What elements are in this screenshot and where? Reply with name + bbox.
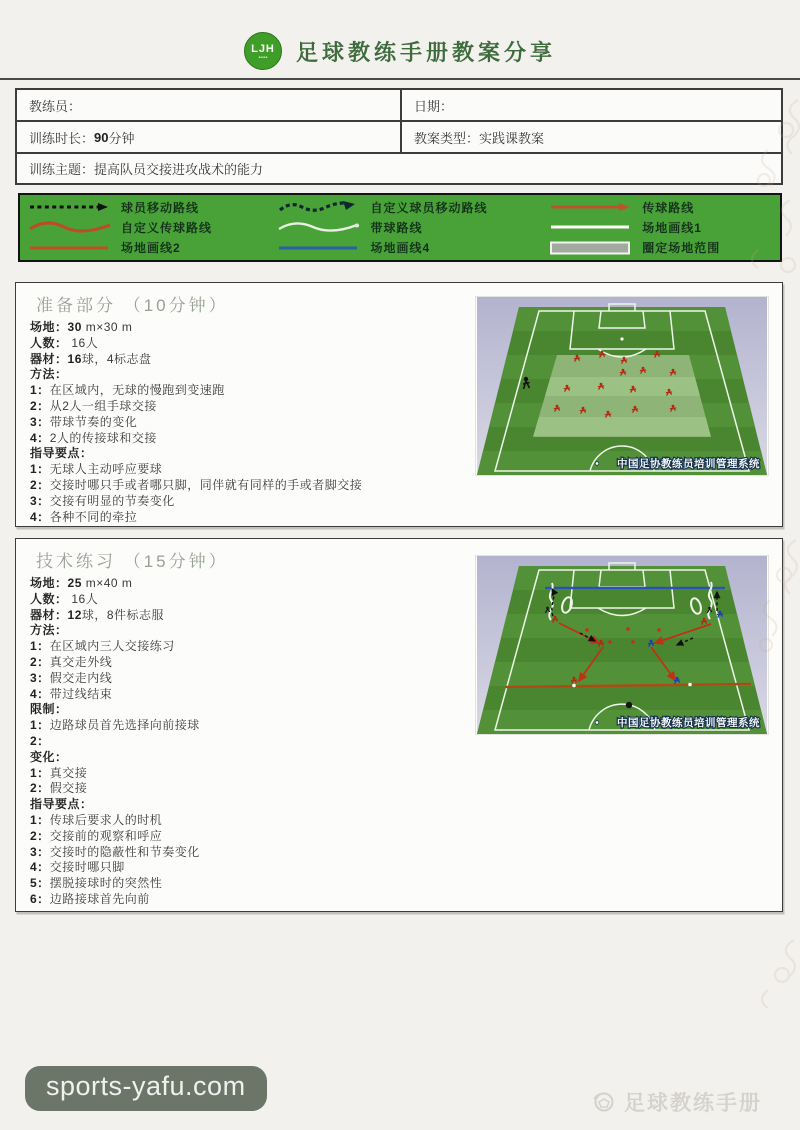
ball-dot [620, 337, 623, 340]
text-line: 2：交接时哪只手或者哪只脚，同伴就有同样的手或者脚交接 [30, 477, 363, 492]
text-line: 人数： 16人 [30, 591, 99, 606]
legend-label: 场地画线2 [121, 241, 181, 256]
text-line: 2：从2人一组手球交接 [30, 398, 157, 413]
text-line: 方法： [30, 623, 68, 638]
lesson-type-cell: 教案类型： 实践课教案 [401, 121, 782, 153]
straight-line-blue-icon [277, 241, 361, 255]
text-line: 限制： [30, 702, 68, 717]
text-line: 变化： [30, 749, 68, 764]
legend-label: 带球路线 [370, 220, 423, 235]
theme-cell: 训练主题： 提高队员交接进攻战术的能力 [16, 153, 782, 184]
text-line: 4：2人的传接球和交接 [30, 430, 157, 445]
drill-diagram-preparation [476, 297, 768, 475]
text-line: 1：无球人主动呼应要球 [30, 462, 163, 477]
site-badge: sports-yafu.com [25, 1066, 267, 1111]
text-line: 3：带球节奏的变化 [30, 414, 138, 429]
date-cell: 日期： [401, 89, 782, 121]
brand-watermark [590, 1087, 762, 1117]
caption-bullet [595, 462, 599, 466]
legend-label: 自定义传球路线 [121, 220, 213, 235]
legend-label: 传球路线 [642, 200, 695, 215]
straight-line-white-icon [549, 220, 633, 234]
text-line: 3：交接时的隐蔽性和节奏变化 [30, 844, 200, 859]
section-preparation [15, 282, 783, 527]
duration-cell: 训练时长： 90 分钟 [16, 121, 401, 153]
legend-item-custom-player-movement [277, 197, 549, 217]
legend-item-custom-pass-route [28, 217, 277, 237]
wavy-line-red-icon [28, 220, 112, 234]
section-title: 准备部分 （10分钟） [36, 296, 229, 315]
ball [626, 702, 632, 708]
dashed-arrow-black-icon [28, 200, 112, 214]
area-rect-gray-icon [549, 241, 633, 255]
text-line: 1：在区域内，无球的慢跑到变速跑 [30, 383, 225, 398]
legend-item-field-line-4 [277, 238, 549, 258]
text-line: 2： [30, 733, 50, 748]
text-line: 1：真交接 [30, 765, 88, 780]
text-line: 指导要点： [30, 797, 93, 812]
legend-item-dribble-route [277, 217, 549, 237]
legend-item-player-movement [28, 197, 277, 217]
legend-label: 球员移动路线 [121, 200, 200, 215]
header-divider [0, 78, 800, 80]
page-header [0, 26, 800, 76]
ljh-logo-icon: LJH ●●●●● [244, 32, 282, 70]
text-line: 3：假交走内线 [30, 670, 113, 685]
text-line: 场地：25 m×40 m [30, 576, 133, 590]
text-line: 指导要点： [30, 446, 93, 461]
text-line: 6：边路接球首先向前 [30, 891, 150, 906]
legend-label: 圈定场地范围 [642, 241, 721, 256]
diagram-watermark: 中国足协教练员培训管理系统 [617, 717, 760, 729]
brand-name: 足球教练手册 [624, 1092, 762, 1115]
text-line: 器材：12球，8件标志服 [30, 607, 165, 622]
legend-item-marked-area [549, 238, 772, 258]
text-line: 2：真交走外线 [30, 654, 113, 669]
legend-label: 场地画线4 [370, 241, 431, 256]
wavy-dashed-arrow-navy-icon [277, 200, 361, 214]
coach-cell: 教练员： [16, 89, 401, 121]
text-line: 1：传球后要求人的时机 [30, 812, 163, 827]
legend-label: 场地画线1 [642, 220, 702, 235]
diagram-watermark: 中国足协教练员培训管理系统 [617, 458, 760, 470]
text-line: 3：交接有明显的节奏变化 [30, 493, 175, 508]
text-line: 2：假交接 [30, 781, 88, 796]
text-line: 方法： [30, 367, 68, 382]
text-line: 场地：30 m×30 m [30, 320, 133, 334]
logo-text: LJH [251, 42, 275, 55]
text-line: 2：交接前的观察和呼应 [30, 828, 163, 843]
text-line: 人数： 16人 [30, 335, 99, 350]
info-table [15, 88, 783, 185]
caption-bullet [595, 721, 599, 725]
text-line: 4：带过线结束 [30, 686, 113, 701]
text-line: 1：边路球员首先选择向前接球 [30, 718, 200, 733]
page-title: 足球教练手册教案分享 [295, 39, 556, 65]
text-line: 1：在区域内三人交接练习 [30, 639, 175, 654]
text-line: 4：交接时哪只脚 [30, 860, 125, 875]
section-title: 技术练习 （15分钟） [36, 552, 229, 571]
text-line: 器材：16球，4标志盘 [30, 351, 152, 366]
text-line: 5：摆脱接球时的突然性 [30, 876, 163, 891]
legend-item-field-line-1 [549, 217, 772, 237]
section-technical-practice [15, 538, 783, 912]
legend-label: 自定义球员移动路线 [370, 200, 488, 215]
straight-line-orange-icon [28, 241, 112, 255]
ball-logo-icon [590, 1089, 616, 1115]
legend-panel [18, 193, 782, 262]
straight-arrow-red-icon [549, 200, 633, 214]
wavy-line-white-icon [277, 220, 361, 234]
legend-item-field-line-2 [28, 238, 277, 258]
drill-diagram-technical [476, 556, 768, 734]
legend-item-pass-route [549, 197, 772, 217]
text-line: 4：各种不同的牵拉 [30, 509, 138, 524]
